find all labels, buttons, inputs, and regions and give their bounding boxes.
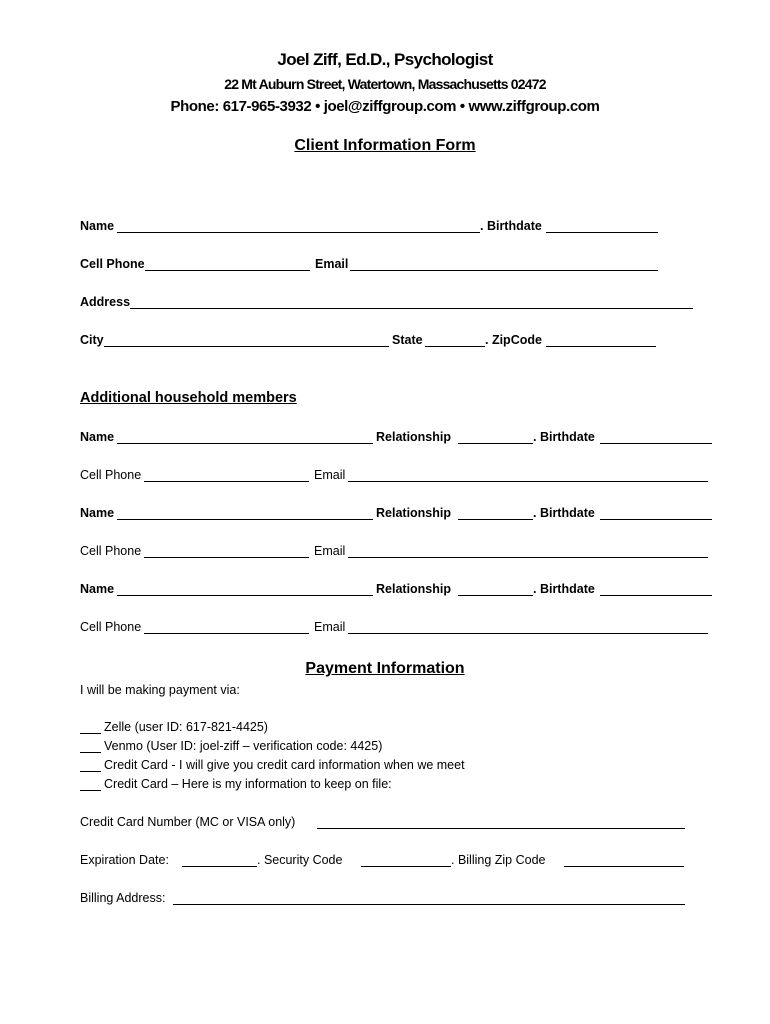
client-name-label: Name — [80, 219, 115, 233]
member-birthdate-label: . Birthdate — [533, 430, 595, 444]
payment-option-zelle — [80, 720, 560, 736]
card-on-file-option-label: Credit Card – Here is my information to keep on file: — [104, 777, 392, 791]
security-code-field[interactable] — [361, 866, 451, 867]
client-zip-label: . ZipCode — [485, 333, 542, 347]
client-birthdate-field[interactable] — [546, 232, 658, 233]
client-name-row — [80, 219, 680, 237]
member-2-contact-row — [80, 544, 720, 562]
member-email-label: Email — [314, 620, 346, 634]
card-number-label: Credit Card Number (MC or VISA only) — [80, 815, 296, 829]
client-zip-field[interactable] — [546, 346, 656, 347]
member-cell-label: Cell Phone — [80, 620, 142, 634]
member-3-relationship-field[interactable] — [458, 595, 533, 596]
client-name-field[interactable] — [117, 232, 480, 233]
billing-address-label: Billing Address: — [80, 891, 166, 905]
practitioner-name: Joel Ziff, Ed.D., Psychologist — [277, 50, 493, 69]
billing-address-row — [80, 891, 690, 909]
card-in-person-option-label: Credit Card - I will give you credit card information when we meet — [104, 758, 465, 772]
client-email-field[interactable] — [350, 270, 658, 271]
practice-address: 22 Mt Auburn Street, Watertown, Massachusetts 02472 — [224, 76, 546, 92]
member-1-relationship-field[interactable] — [458, 443, 533, 444]
venmo-option-label: Venmo (User ID: joel-ziff – verification code: 4425) — [104, 739, 383, 753]
member-1-contact-row — [80, 468, 720, 486]
member-birthdate-label: . Birthdate — [533, 506, 595, 520]
billing-zip-label: . Billing Zip Code — [451, 853, 546, 867]
client-cell-field[interactable] — [145, 270, 310, 271]
venmo-checkbox-line[interactable] — [80, 752, 101, 753]
member-3-contact-row — [80, 620, 720, 638]
client-email-label: Email — [315, 257, 349, 271]
form-title: Client Information Form — [294, 137, 476, 154]
member-3-cell-field[interactable] — [144, 633, 309, 634]
payment-intro: I will be making payment via: — [80, 683, 240, 697]
member-3-birthdate-field[interactable] — [600, 595, 712, 596]
card-number-row — [80, 815, 690, 833]
member-2-cell-field[interactable] — [144, 557, 309, 558]
card-in-person-checkbox-line[interactable] — [80, 771, 101, 772]
member-name-label: Name — [80, 582, 115, 596]
client-city-row — [80, 333, 680, 351]
member-relationship-label: Relationship — [376, 506, 452, 520]
member-1-email-field[interactable] — [348, 481, 708, 482]
client-city-field[interactable] — [104, 346, 389, 347]
member-birthdate-label: . Birthdate — [533, 582, 595, 596]
member-cell-label: Cell Phone — [80, 468, 142, 482]
client-address-label: Address — [80, 295, 131, 309]
member-email-label: Email — [314, 468, 346, 482]
billing-zip-field[interactable] — [564, 866, 684, 867]
member-1-name-field[interactable] — [117, 443, 373, 444]
client-state-label: State — [392, 333, 423, 347]
household-section-title: Additional household members — [80, 390, 297, 406]
client-city-label: City — [80, 333, 104, 347]
billing-address-field[interactable] — [173, 904, 685, 905]
member-3-name-row — [80, 582, 720, 600]
member-2-name-row — [80, 506, 720, 524]
member-relationship-label: Relationship — [376, 430, 452, 444]
client-address-row — [80, 295, 700, 313]
card-details-row — [80, 853, 690, 871]
zelle-option-label: Zelle (user ID: 617-821-4425) — [104, 720, 268, 734]
client-address-field[interactable] — [130, 308, 693, 309]
client-state-field[interactable] — [425, 346, 485, 347]
card-on-file-checkbox-line[interactable] — [80, 790, 101, 791]
payment-option-card-on-file — [80, 777, 560, 793]
payment-option-venmo — [80, 739, 560, 755]
member-2-name-field[interactable] — [117, 519, 373, 520]
member-email-label: Email — [314, 544, 346, 558]
member-2-relationship-field[interactable] — [458, 519, 533, 520]
member-3-name-field[interactable] — [117, 595, 373, 596]
payment-option-card-in-person — [80, 758, 560, 774]
member-1-cell-field[interactable] — [144, 481, 309, 482]
member-2-email-field[interactable] — [348, 557, 708, 558]
member-relationship-label: Relationship — [376, 582, 452, 596]
client-cell-label: Cell Phone — [80, 257, 145, 271]
client-contact-row — [80, 257, 680, 275]
member-1-birthdate-field[interactable] — [600, 443, 712, 444]
card-number-field[interactable] — [317, 828, 685, 829]
practice-contact: Phone: 617-965-3932 • joel@ziffgroup.com • www.ziffgroup.com — [170, 98, 600, 115]
security-code-label: . Security Code — [257, 853, 343, 867]
expiration-field[interactable] — [182, 866, 257, 867]
member-3-email-field[interactable] — [348, 633, 708, 634]
member-2-birthdate-field[interactable] — [600, 519, 712, 520]
payment-section-title: Payment Information — [305, 660, 465, 677]
member-name-label: Name — [80, 430, 115, 444]
member-cell-label: Cell Phone — [80, 544, 142, 558]
expiration-label: Expiration Date: — [80, 853, 169, 867]
client-birthdate-label: . Birthdate — [480, 219, 542, 233]
member-1-name-row — [80, 430, 720, 448]
member-name-label: Name — [80, 506, 115, 520]
zelle-checkbox-line[interactable] — [80, 733, 101, 734]
